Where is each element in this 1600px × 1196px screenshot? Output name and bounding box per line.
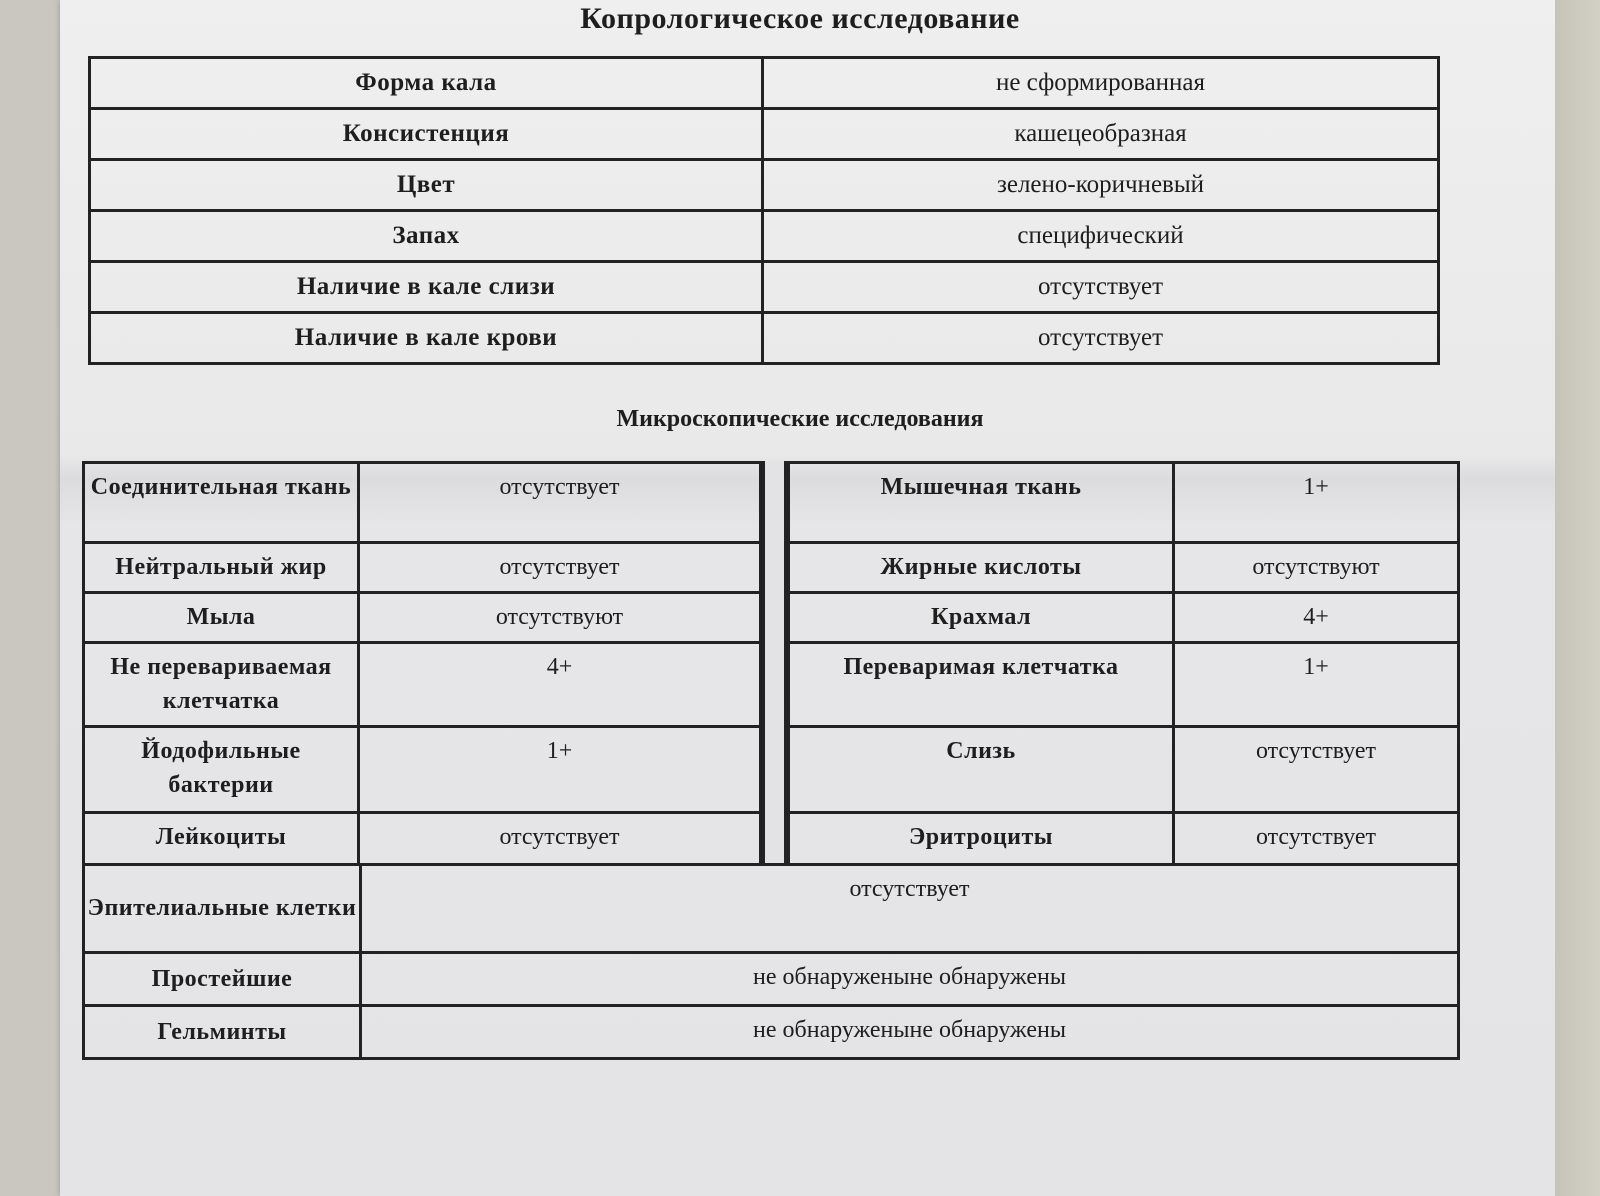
table-row — [84, 813, 761, 865]
row-label: Лейкоциты — [84, 813, 359, 865]
table-row — [84, 1006, 1459, 1059]
row-value: отсутствуют — [1174, 543, 1459, 593]
row-label: Йодофильные бактерии — [84, 727, 359, 813]
table-row — [84, 727, 761, 813]
row-label: Запах — [90, 211, 763, 262]
table-row — [84, 953, 1459, 1006]
row-value: отсутствует — [359, 543, 761, 593]
row-value: 1+ — [359, 727, 761, 813]
column-divider — [762, 461, 787, 863]
row-value: отсутствует — [763, 313, 1439, 364]
row-value: отсутствует — [361, 865, 1459, 953]
page-title: Копрологическое исследование — [580, 2, 1020, 35]
row-label: Слизь — [789, 727, 1174, 813]
table-row — [789, 727, 1459, 813]
table-row — [84, 593, 761, 643]
row-value: отсутствуют — [359, 593, 761, 643]
row-value: специфический — [763, 211, 1439, 262]
row-value: отсутствует — [763, 262, 1439, 313]
row-value: отсутствует — [359, 463, 761, 543]
table-row — [90, 58, 1439, 109]
row-value: не обнаруженыне обнаружены — [361, 1006, 1459, 1059]
row-value: не сформированная — [763, 58, 1439, 109]
table-row — [789, 543, 1459, 593]
row-value: отсутствует — [1174, 813, 1459, 865]
table-row — [90, 262, 1439, 313]
table-row — [789, 593, 1459, 643]
row-value: кашецеобразная — [763, 109, 1439, 160]
section-title: Микроскопические исследования — [616, 406, 984, 432]
row-label: Форма кала — [90, 58, 763, 109]
row-label: Жирные кислоты — [789, 543, 1174, 593]
table-row — [789, 643, 1459, 727]
row-value: 4+ — [1174, 593, 1459, 643]
row-label: Цвет — [90, 160, 763, 211]
micro-right-table — [787, 461, 1460, 866]
row-value: отсутствует — [359, 813, 761, 865]
row-label: Мышечная ткань — [789, 463, 1174, 543]
row-value: не обнаруженыне обнаружены — [361, 953, 1459, 1006]
table-row — [84, 463, 761, 543]
table-row — [789, 463, 1459, 543]
micro-left-table — [82, 461, 762, 866]
table-row — [789, 813, 1459, 865]
micro-full-table — [82, 863, 1460, 1060]
row-value: зелено-коричневый — [763, 160, 1439, 211]
row-label: Простейшие — [84, 953, 361, 1006]
row-value: 4+ — [359, 643, 761, 727]
table-row — [84, 643, 761, 727]
table-row — [84, 543, 761, 593]
row-value: 1+ — [1174, 463, 1459, 543]
row-label: Не перевариваемая клетчатка — [84, 643, 359, 727]
row-label: Нейтральный жир — [84, 543, 359, 593]
row-label: Мыла — [84, 593, 359, 643]
row-label: Крахмал — [789, 593, 1174, 643]
row-value: 1+ — [1174, 643, 1459, 727]
row-label: Эпителиальные клетки — [84, 865, 361, 953]
macro-table — [88, 56, 1440, 365]
table-row — [84, 865, 1459, 953]
row-label: Соединительная ткань — [84, 463, 359, 543]
table-row — [90, 109, 1439, 160]
row-label: Эритроциты — [789, 813, 1174, 865]
background-edge — [1555, 0, 1600, 1196]
row-label: Наличие в кале слизи — [90, 262, 763, 313]
table-row — [90, 160, 1439, 211]
row-label: Переваримая клетчатка — [789, 643, 1174, 727]
row-label: Наличие в кале крови — [90, 313, 763, 364]
table-row — [90, 313, 1439, 364]
row-value: отсутствует — [1174, 727, 1459, 813]
row-label: Гельминты — [84, 1006, 361, 1059]
table-row — [90, 211, 1439, 262]
row-label: Консистенция — [90, 109, 763, 160]
